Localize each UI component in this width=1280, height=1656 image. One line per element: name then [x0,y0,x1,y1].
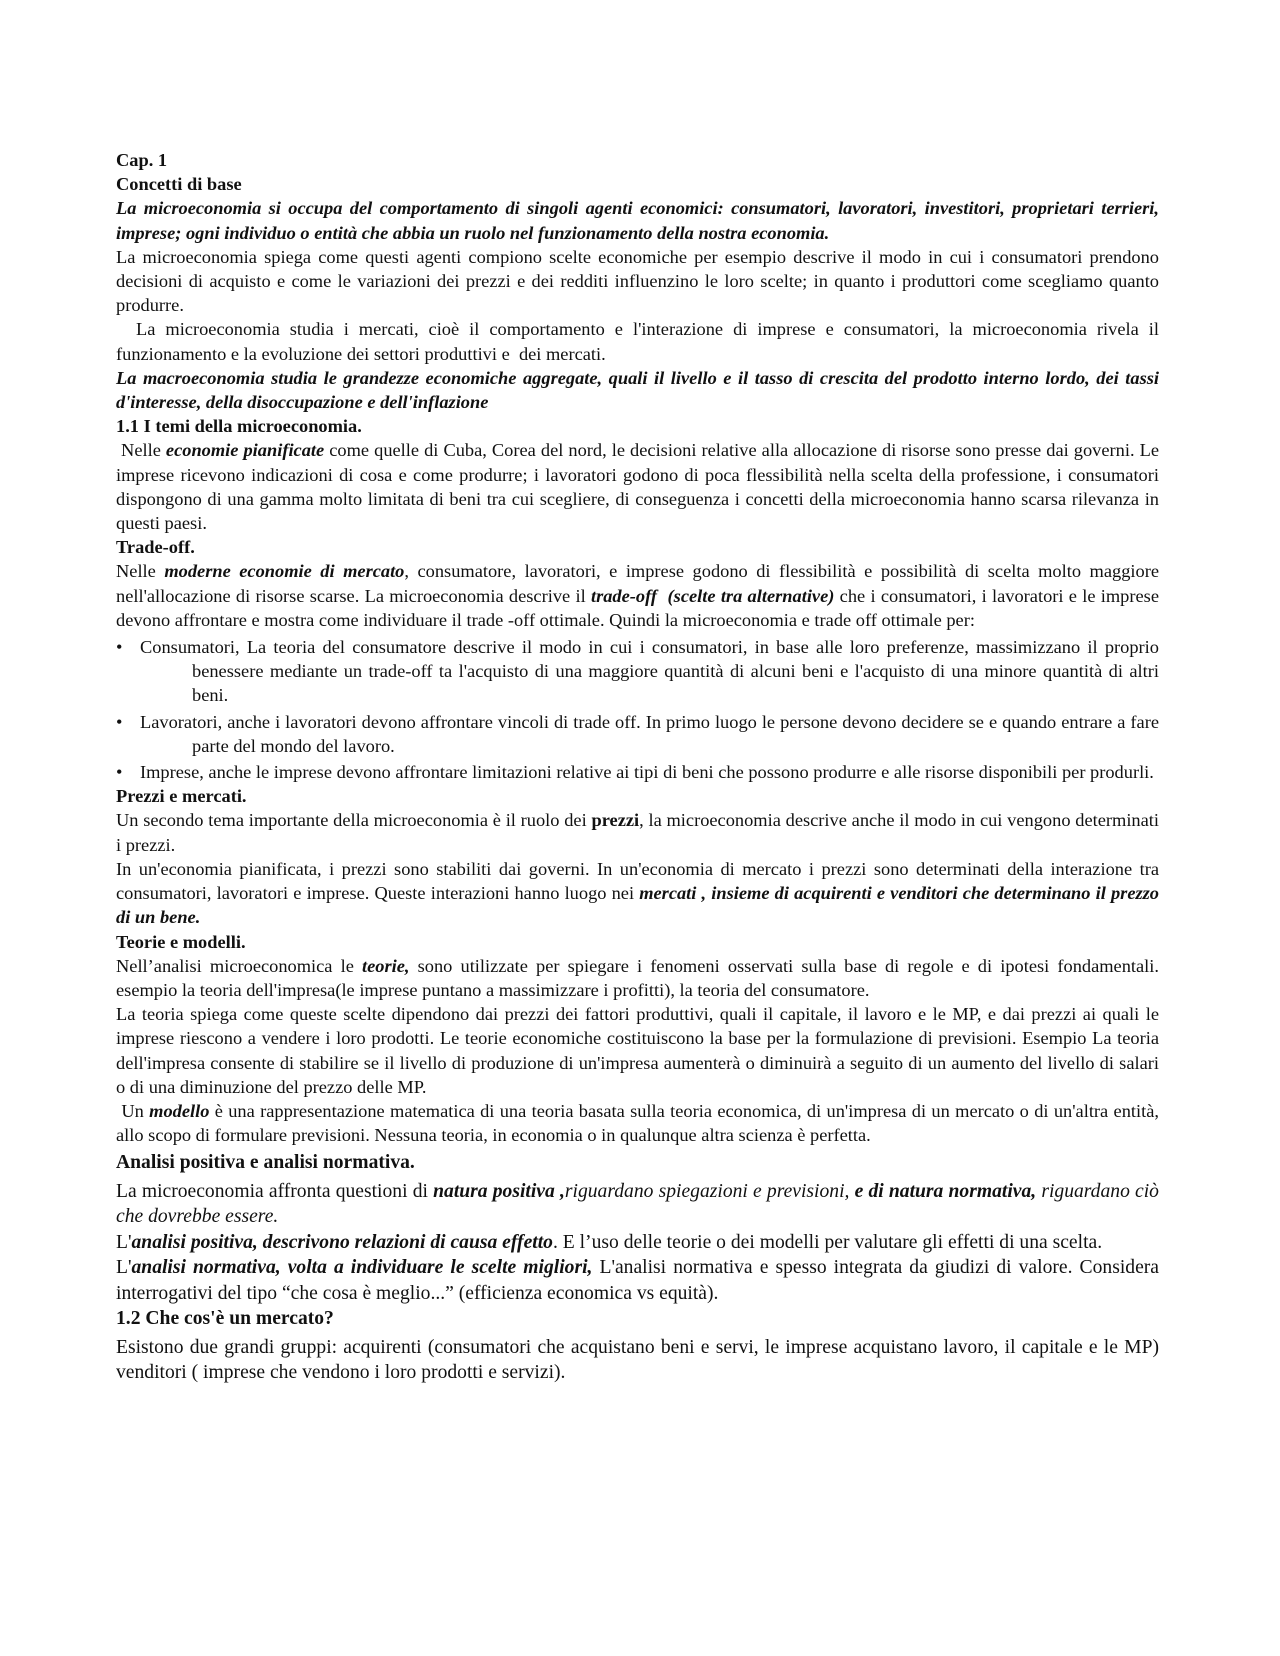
section-1-1-title: 1.1 I temi della microeconomia. [116,416,362,437]
paragraph-prices [116,808,1159,856]
text-run: Un [116,1100,150,1121]
emphasis-markets: mercati , insieme di acquirenti e venditori che determinano il prezzo di un bene. [116,883,1159,928]
emphasis-positive-analysis: analisi positiva, descrivono relazioni di causa effetto [131,1231,553,1253]
text-run: che i consumatori, i lavoratori e le imprese devono affrontare e mostra come individuare il trade -off ottimale. Quindi la microeconomia e trade off ottimale per: [116,585,1159,630]
emphasis-planned: economie pianificate [165,440,325,461]
emphasis-model: modello [149,1100,210,1121]
text-run: La microeconomia affronta questioni di [116,1180,434,1202]
paragraph-normative-analysis [116,1255,1159,1306]
list-item [116,760,1159,784]
text-run: , la microeconomia descrive anche il modo in cui vengono determinati i prezzi. [116,810,1160,855]
paragraph-theories [116,954,1159,1002]
list-item [116,635,1159,708]
bullet-text: Consumatori, La teoria del consumatore descrive il modo in cui i consumatori, in base alle loro preferenze, massimizzano il proprio benessere mediante un trade-off ta l'acquisto di una maggiore quantità di alcuni beni e l'acquisto di una minore quantità di altri beni. [140,637,1159,706]
paragraph-analysis [116,1179,1159,1230]
text-run: , consumatore, lavoratori, e imprese godono di flessibilità e possibilità di scelta molto maggiore nell'allocazione di risorse scarse. La microeconomia descrive il [116,561,1159,606]
paragraph-market: Esistono due grandi gruppi: acquirenti (consumatori che acquistano beni e servi, le imprese acquistano lavoro, il capitale e le MP) venditori ( imprese che vendono i loro prodotti e servizi). [116,1336,1159,1384]
text-run: è una rappresentazione matematica di una teoria basata sulla teoria economica, di un'impresa di un mercato o di un'altra entità, allo scopo di formulare previsioni. Nessuna teoria, in economia o in qualunque altra scienza è perfetta. [116,1100,1159,1146]
text-run: Un secondo tema importante della microeconomia è il ruolo dei [116,810,592,831]
emphasis-theories: teorie, [362,955,410,976]
text-run: Nell’analisi microeconomica le [116,955,362,976]
emphasis-trade-off: trade-off (scelte tra alternative) [590,585,835,606]
paragraph-prices-2 [116,857,1159,930]
emphasis-normative: e di natura normativa, [854,1180,1037,1202]
paragraph-trade-off [116,559,1159,632]
section-1-2-title: 1.2 Che cos'è un mercato? [116,1308,334,1330]
bullet-text: Lavoratori, anche i lavoratori devono affrontare vincoli di trade off. In primo luogo le persone devono decidere se e quando entrare a fare parte del mondo del lavoro. [140,711,1159,756]
intro-paragraph: La microeconomia si occupa del comportamento di singoli agenti economici: consumatori, lavoratori, investitori, proprietari terrieri, imprese; ogni individuo o entità che abbia un ruolo nel funzionamento della nostra economia. [116,198,1159,243]
analysis-title: Analisi positiva e analisi normativa. [116,1152,415,1174]
text-run: Nelle [116,440,166,461]
text-run: L' [116,1257,132,1279]
emphasis-positive: natura positiva , [433,1180,565,1202]
paragraph-planned-economies [116,438,1159,535]
paragraph-model [116,1099,1159,1147]
text-run: come quelle di Cuba, Corea del nord, le decisioni relative alla allocazione di risorse sono presse dai governi. Le imprese ricevono indicazioni di cosa e come produrre; i lavoratori godono di poca flessibilità nella scelta della professione, i consumatori dispongono di una gamma molto limitata di beni tra cui scegliere, di conseguenza i concetti della microeconomia hanno scarsa rilevanza in questi paesi. [116,440,1159,534]
bullet-text: Imprese, anche le imprese devono affrontare limitazioni relative ai tipi di beni che possono produrre e alle risorse disponibili per produrli. [140,762,1154,783]
bullet-icon: • [116,711,123,732]
emphasis-prices: prezzi [591,810,640,831]
text-run: sono utilizzate per spiegare i fenomeni osservati sulla base di regole e di ipotesi fondamentali. esempio la teoria dell'impresa(le imprese puntano a massimizzare i profitti), la teoria del consumatore. [116,955,1159,1000]
chapter-label: Cap. 1 [116,150,168,170]
paragraph-markets: La microeconomia studia i mercati, cioè il comportamento e l'interazione di imprese e consumatori, la microeconomia rivela il funzionamento e la evoluzione dei settori produttivi e dei mercati. [116,319,1164,364]
bullet-list [116,635,1159,784]
bullet-icon: • [116,637,123,658]
paragraph-positive-analysis [116,1230,1159,1256]
chapter-title: Concetti di base [116,174,242,195]
text-run: In un'economia pianificata, i prezzi sono stabiliti dai governi. In un'economia di mercato i prezzi sono determinati della interazione tra consumatori, lavoratori e imprese. Queste interazioni hanno luogo nei [116,858,1159,904]
document-page [116,148,1164,1386]
bullet-icon: • [116,762,123,783]
paragraph-agents: La microeconomia spiega come questi agenti compiono scelte economiche per esempio descrive il modo in cui i consumatori prendono decisioni di acquisto e come le variazioni dei prezzi e dei redditi influenzino le loro scelte; in quanto i produttori come scegliamo quanto produrre. [116,246,1159,316]
list-item [116,710,1159,758]
prices-title: Prezzi e mercati. [116,786,247,807]
italic-run: riguardano ciò che dovrebbe essere. [116,1180,1159,1228]
emphasis-market-economies: moderne economie di mercato [164,561,405,582]
text-run: . E l’uso delle teorie o dei modelli per valutare gli effetti di una scelta. [552,1231,1103,1253]
emphasis-normative-analysis: analisi normativa, volta a individuare le scelte migliori, [131,1257,593,1279]
paragraph-theories-2: La teoria spiega come queste scelte dipendono dai prezzi dei fattori produttivi, quali il capitale, il lavoro e le MP, e dai prezzi ai quali le imprese riescono a vendere i loro prodotti. Le teorie economiche costituiscono la base per la formulazione di previsioni. Esempio La teoria dell'impresa consente di stabilire se il livello di produzione di un'impresa aumenterà o diminuirà a seguito di un aumento del livello di salari o di una diminuzione del prezzo delle MP. [116,1004,1159,1097]
text-run: L' [116,1231,132,1253]
trade-off-title: Trade-off. [116,537,195,558]
macro-paragraph: La macroeconomia studia le grandezze economiche aggregate, quali il livello e il tasso di crescita del prodotto interno lordo, dei tassi d'interesse, della disoccupazione e dell'inflazione [116,367,1159,413]
italic-run: riguardano spiegazioni e previsioni, [564,1180,855,1202]
theories-title: Teorie e modelli. [116,931,246,952]
text-run: Nelle [116,561,165,582]
text-run: L'analisi normativa e spesso integrata da giudizi di valore. Considera interrogativi del tipo “che cosa è meglio...” (efficienza economica vs equità). [116,1257,1159,1304]
